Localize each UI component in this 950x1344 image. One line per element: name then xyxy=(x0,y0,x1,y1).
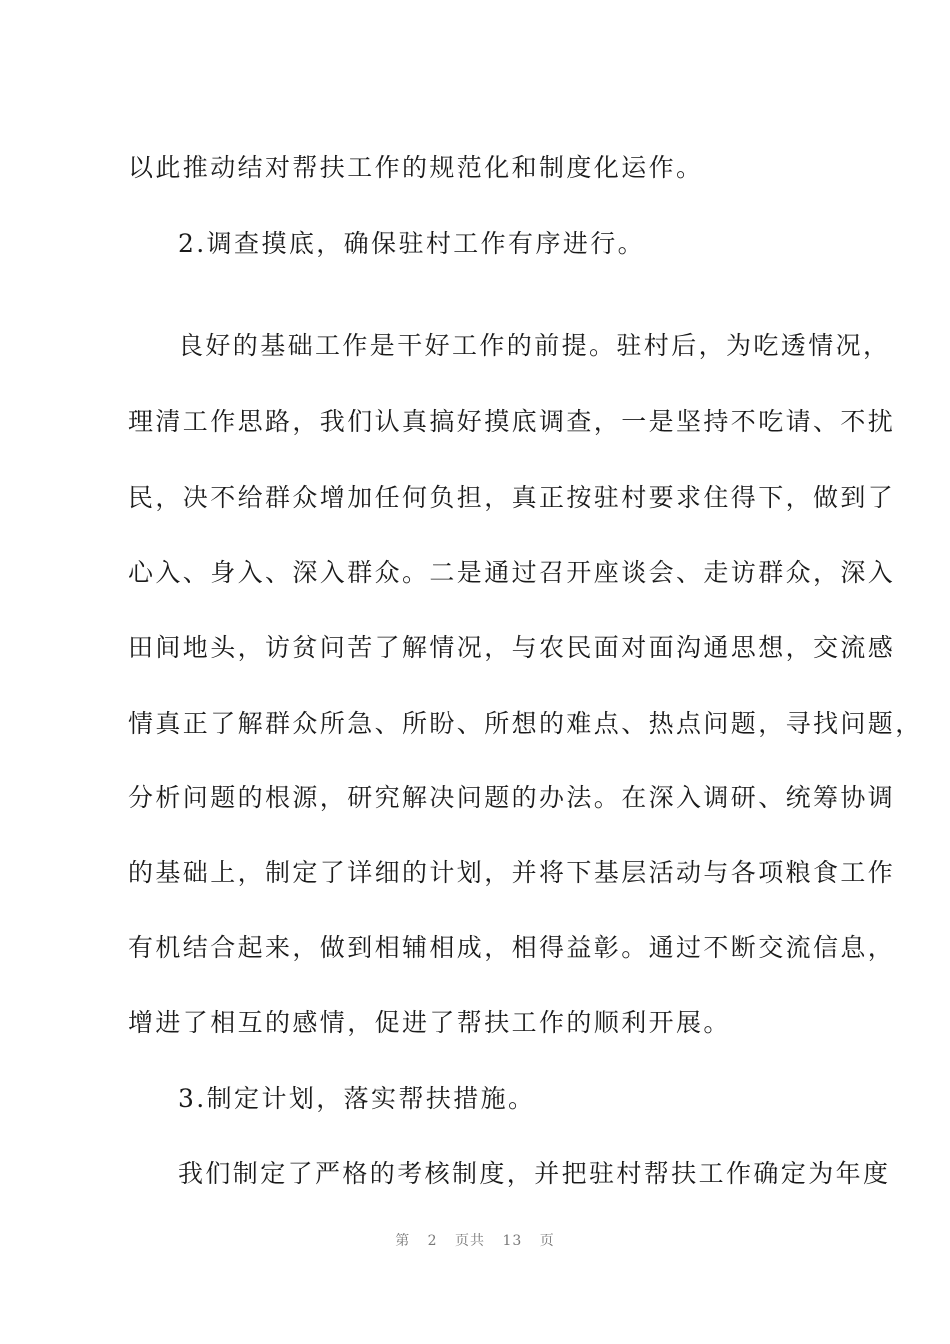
text-line: 以此推动结对帮扶工作的规范化和制度化运作。 xyxy=(128,153,704,182)
text-line: 分析问题的根源，研究解决问题的办法。在深入调研、统筹协调 xyxy=(128,783,896,812)
text-line: 田间地头，访贫问苦了解情况，与农民面对面沟通思想，交流感 xyxy=(128,633,896,662)
section-heading: 2.调查摸底，确保驻村工作有序进行。 xyxy=(178,229,646,258)
text-line: 增进了相互的感情，促进了帮扶工作的顺利开展。 xyxy=(128,1008,731,1037)
text-line: 我们制定了严格的考核制度，并把驻村帮扶工作确定为年度 xyxy=(178,1159,891,1188)
text-line: 理清工作思路，我们认真搞好摸底调查，一是坚持不吃请、不扰 xyxy=(128,407,896,436)
page-footer xyxy=(0,1230,950,1250)
text-line: 民，决不给群众增加任何负担，真正按驻村要求住得下，做到了 xyxy=(128,483,896,512)
page-total: 13 xyxy=(502,1233,523,1249)
text-line: 良好的基础工作是干好工作的前提。驻村后，为吃透情况， xyxy=(178,331,891,360)
text-line: 心入、身入、深入群众。二是通过召开座谈会、走访群众，深入 xyxy=(128,558,896,587)
page-middle: 页共 xyxy=(455,1233,486,1249)
section-heading: 3.制定计划，落实帮扶措施。 xyxy=(178,1084,536,1113)
text-line: 的基础上，制定了详细的计划，并将下基层活动与各项粮食工作 xyxy=(128,858,896,887)
text-line: 有机结合起来，做到相辅相成，相得益彰。通过不断交流信息， xyxy=(128,933,896,962)
page-prefix: 第 xyxy=(395,1233,411,1249)
page-current: 2 xyxy=(427,1233,438,1249)
page-suffix: 页 xyxy=(539,1233,555,1249)
text-line: 情真正了解群众所急、所盼、所想的难点、热点问题，寻找问题， xyxy=(128,709,923,738)
